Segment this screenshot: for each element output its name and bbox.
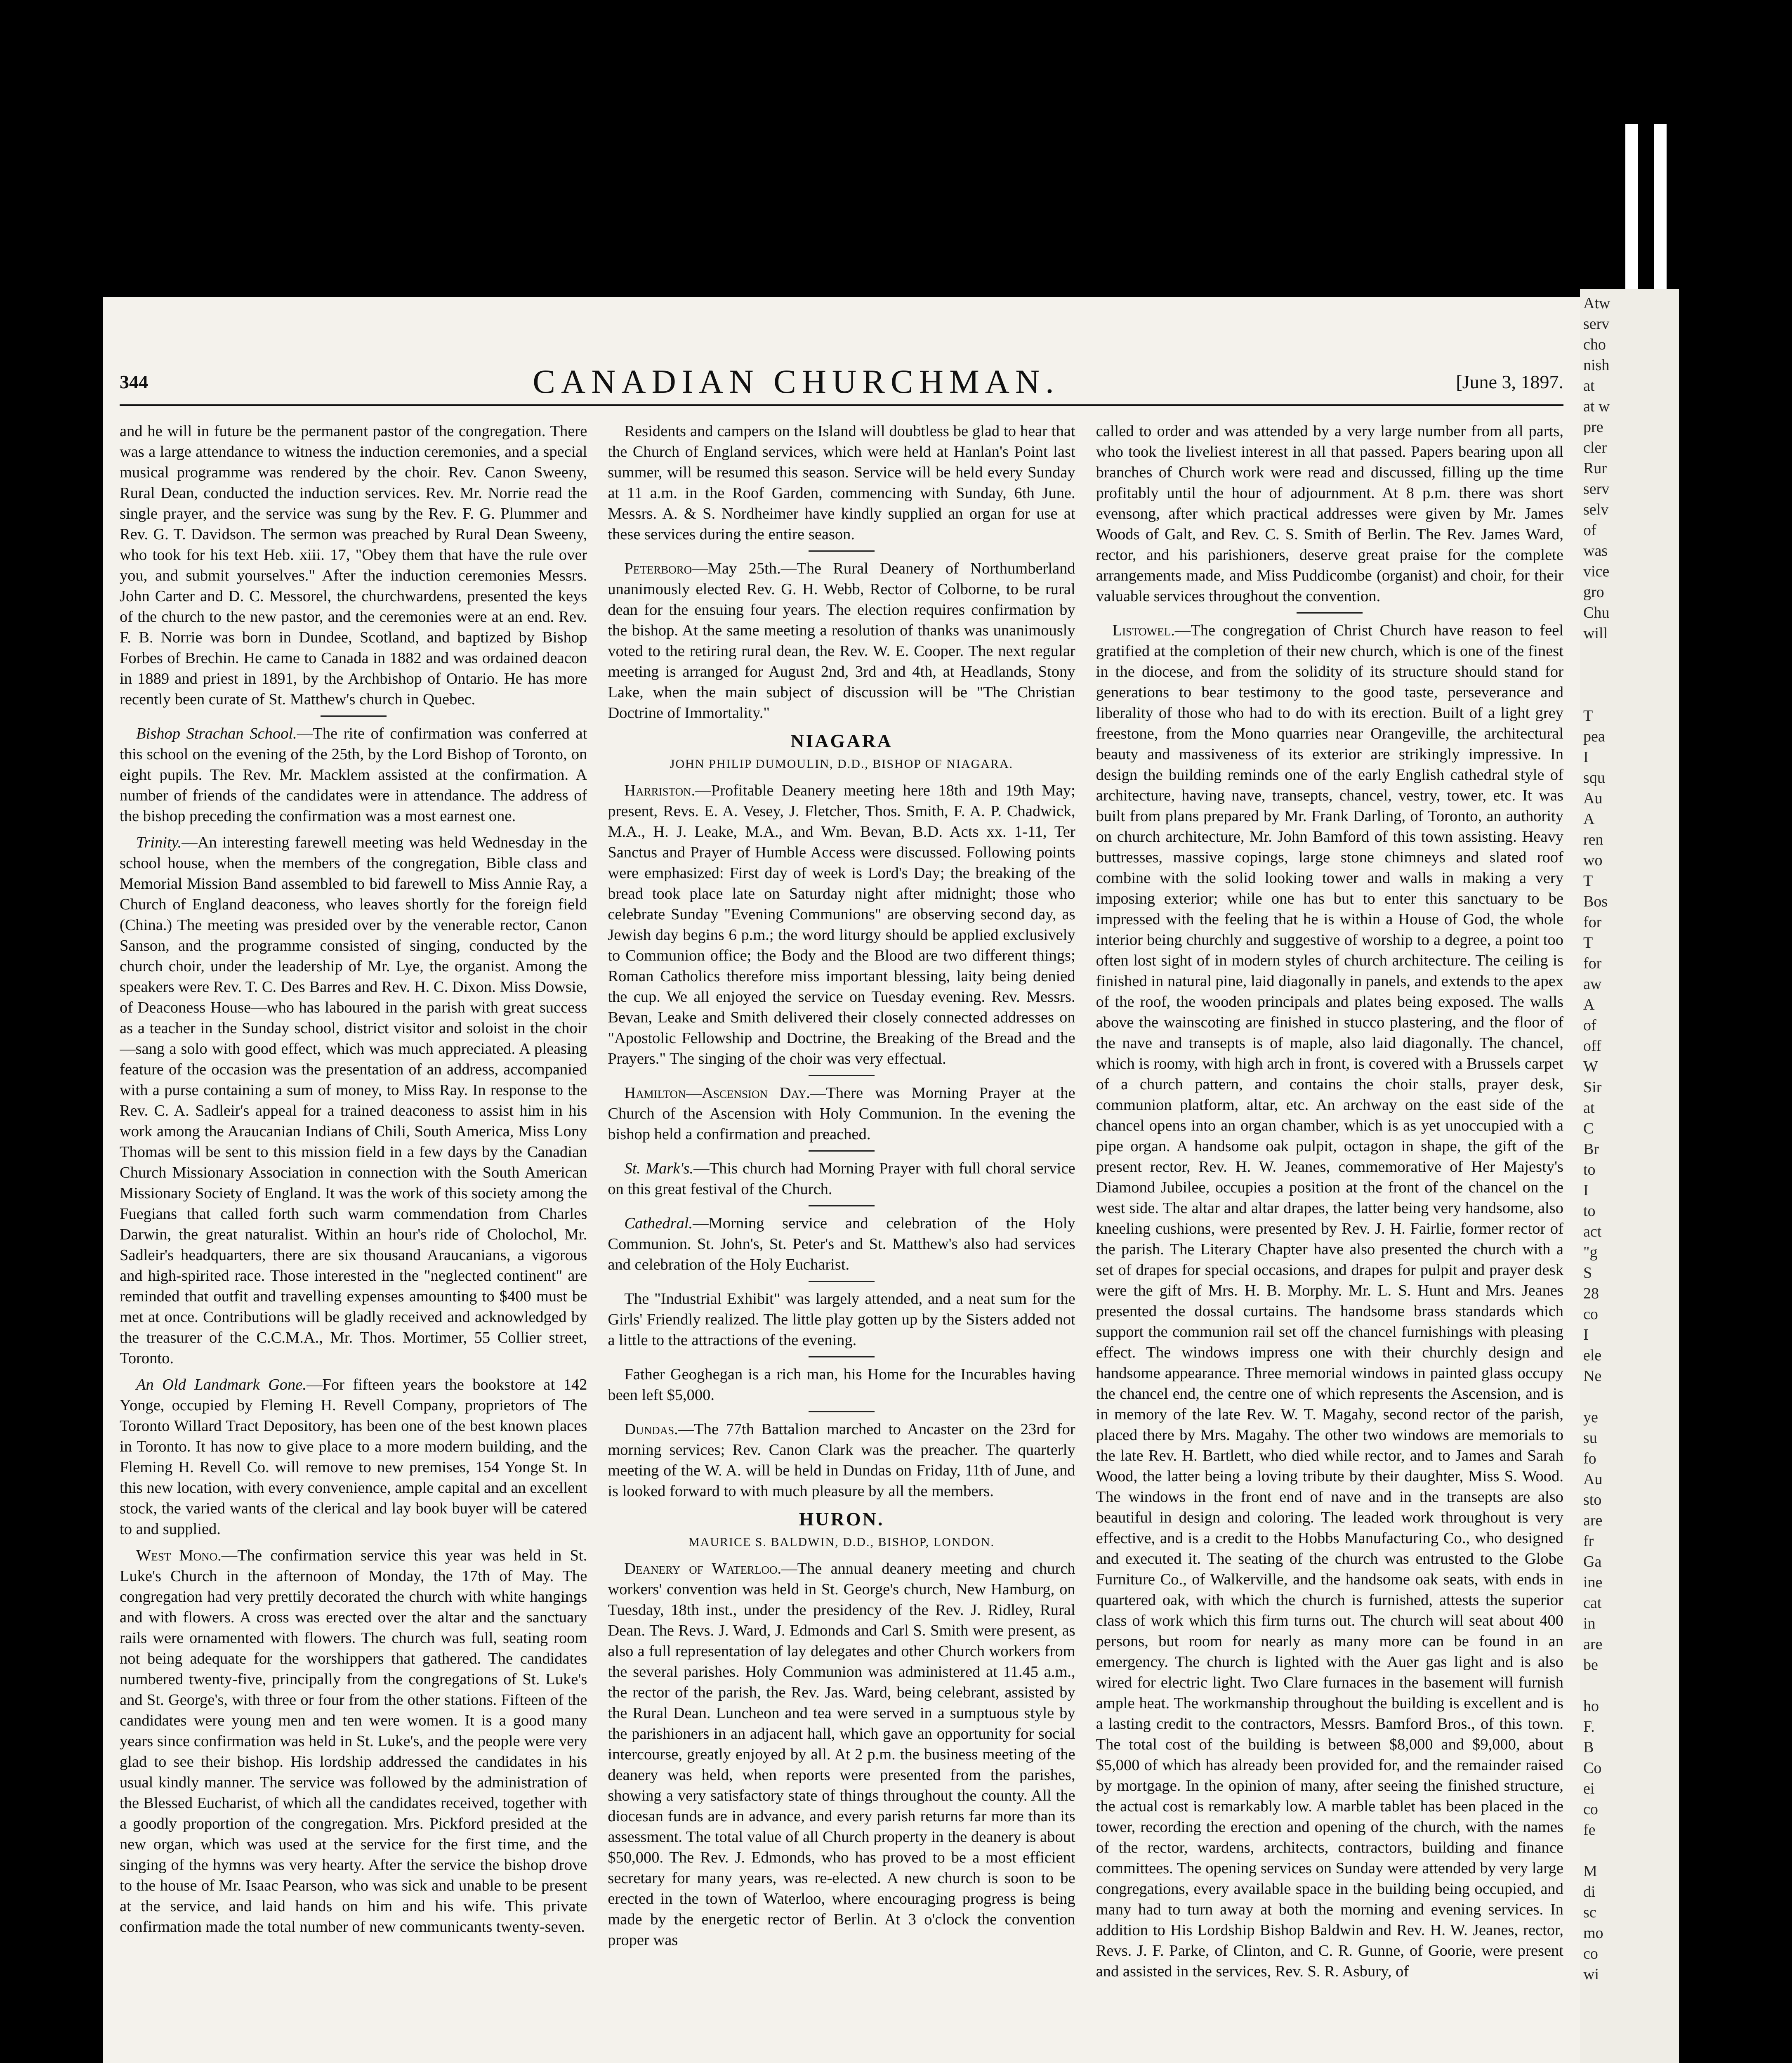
article-peterboro (608, 558, 1075, 723)
article-body: —The annual deanery meeting and church workers' convention was held in St. George's church, New Hamburg, on Tuesday, 18th inst., under the presidency of the Rev. J. Ridley, Rural Dean. The Revs. J. Ward, J. Edmonds and Carl S. Smith were present, as also a full representation of lay delegates and other Church workers from the several parishes. Holy Communion was administered at 11.45 a.m., the rector of the parish, the Rev. Jas. Ward, being celebrant, assisted by the Rural Dean. Luncheon and tea were served in a sumptuous style by the parishioners in an adjacent hall, which gave an opportunity for social intercourse, greatly enjoyed by all. At 2 p.m. the business meeting of the deanery was held, when reports were presented from the parishes, showing a very satisfactory state of things throughout the county. All the diocesan funds are in advance, and every parish returns far more than its assessment. The total value of all Church property in the deanery is about $50,000. The Rev. J. Edmonds, who has proved to be a most efficient secretary for many years, was re-elected. A new church is soon to be erected in the town of Waterloo, where encouraging progress is being made by the energetic rector of Berlin. At 3 o'clock the convention proper was (608, 1560, 1075, 1949)
article-lead: Hamilton—Ascension Day. (624, 1084, 810, 1102)
article-lead: Listowel. (1112, 622, 1175, 639)
masthead: CANADIAN CHURCHMAN. (533, 363, 1060, 400)
article-body: —The congregation of Christ Church have reason to feel gratified at the completion of their new church, which is one of the finest in the diocese, and from the solidity of its structure should stand for generations to bear testimony to the good taste, perseverance and liberality of those who had to do with its erection. Built of a light grey freestone, from the Mono quarries near Orangeville, the architectural beauty and massiveness of its exterior are strikingly impressive. In design the building reminds one of the early English cathedral style of architecture, having nave, transepts, chancel, vestry, tower, etc. It was built from plans prepared by Mr. Frank Darling, of Toronto, an authority on church architecture, Mr. John Bamford of this town assisting. Heavy buttresses, massive copings, large stone chimneys and slated roof combine with the solid looking tower and walls in making a very imposing exterior; while one has but to enter this sanctuary to be impressed with the feeling that he is within a House of God, the whole interior being churchly and suggestive of worship to a degree, a point too often lost sight of in modern styles of church architecture. The ceiling is finished in natural pine, laid diagonally in panels, and extends to the apex of the roof, the wooden principals and plates being exposed. The walls above the wainscoting are finished in stucco plastering, and the floor of the nave and transepts is of maple, also laid diagonally. The chancel, which is roomy, with high arch in front, is covered with a Brussels carpet of a church pattern, and contains the choir stalls, prayer desk, communion platform, altar, etc. An archway on the east side of the chancel opens into an organ chamber, which is as yet unoccupied with a pipe organ. A handsome oak pulpit, octagon in shape, the gift of the present rector, Rev. H. W. Jeanes, commemorative of Her Majesty's Diamond Jubilee, occupies a position at the front of the chancel on the west side. The altar and altar drapes, the latter being very handsome, also kneeling cushions, were presented by Rev. J. H. Fairlie, former rector of the parish. The Literary Chapter have also presented the church with a set of drapes for special occasions, and drapes for pulpit and prayer desk were the gift of Mrs. H. B. Morphy. Mr. L. S. Hunt and Mrs. Jeanes presented the dossal curtains. The handsome brass standards which support the communion rail set off the chancel furnishings with pleasing effect. The windows impress one with their churchly design and handsome appearance. Three memorial windows in painted glass occupy the chancel end, the centre one of which represents the Ascension, and is in memory of the late Rev. W. T. Magahy, second rector of the parish, placed there by Mrs. Magahy. The other two windows are memorials to the late Rev. H. Bartlett, who died while rector, and to James and Sarah Wood, the latter being a loving tribute by their daughter, Miss S. Wood. The windows in the front end of nave and in the transepts are also beautiful in design and coloring. The leaded work throughout is very effective, and is a credit to the Hobbs Manufacturing Co., who designed and executed it. The seating of the church was entrusted to the Globe Furniture Co., of Walkerville, and the handsome oak seats, with ends in quartered oak, with which the church is furnished, attests the superior class of work which this firm turns out. The church will seat about 400 persons, but room for nearly as many more can be found in an emergency. The church is lighted with the Auer gas light and is also wired for electric light. Two Clare furnaces in the basement will furnish ample heat. The workmanship throughout the building is excellent and is a lasting credit to the contractors, Messrs. Bamford Bros., of this town. The total cost of the building is between $8,000 and $9,000, about $5,000 of which has already been provided for, and the remainder raised by mortgage. In the opinion of many, after seeing the finished structure, the actual cost is remarkably low. A marble tablet has been placed in the tower, recording the erection and opening of the church, with the names of the rector, wardens, architects, contractors, building and finance committees. The opening services on Sunday were attended by very large congregations, every available space in the building being occupied, and many had to turn away at both the morning and evening services. In addition to His Lordship Bishop Baldwin and Rev. H. W. Jeanes, rector, Revs. J. F. Parke, of Clinton, and C. R. Gunne, of Goorie, were present and assisted in the services, Rev. S. R. Asbury, of (1096, 622, 1563, 1980)
article-lead: West Mono. (136, 1547, 222, 1564)
divider (809, 550, 875, 552)
page-header (120, 359, 1563, 406)
column-2 (608, 421, 1075, 2063)
article-lead: Harriston. (624, 782, 696, 799)
article-paragraph: Residents and campers on the Island will doubtless be glad to hear that the Church of England services, which were held at Hanlan's Point last summer, will be resumed this season. Service will be held every Sunday at 11 a.m. in the Roof Garden, commencing with Sunday, 6th June. Messrs. A. & S. Nordheimer have kindly supplied an organ for use at these services during the entire season. (608, 423, 1075, 543)
article-body: —The confirmation service this year was held in St. Luke's Church in the afternoon of Monday, the 17th of May. The congregation had very prettily decorated the church with white hangings and with flowers. A cross was erected over the altar and the sanctuary rails were ornamented with flowers. The church was full, seating room not being adequate for the worshippers that gathered. The candidates numbered twenty-five, principally from the congregations of St. Luke's and St. George's, with three or four from the other stations. Fifteen of the candidates were young men and ten were women. It is a good many years since confirmation was held in St. Luke's, and the people were very glad to see their bishop. His lordship addressed the candidates in his usual kindly manner. The service was followed by the administration of the Blessed Eucharist, of which all the candidates received, together with a goodly proportion of the congregation. Mrs. Pickford presided at the new organ, which was used at the service for the first time, and the singing of the hymns was very hearty. After the service the bishop drove to the house of Mr. Isaac Pearson, who was sick and unable to be present at the service, and laid hands on him and his wife. This private confirmation made the total number of new communicants twenty-seven. (120, 1547, 587, 1936)
article-body: —Morning service and celebration of the Holy Communion. St. John's, St. Peter's and St. Matthew's also had services and celebration of the Holy Eucharist. (608, 1215, 1075, 1273)
divider (809, 1150, 875, 1152)
issue-date: [June 3, 1897. (1456, 371, 1563, 392)
article-bishop-strachan (120, 723, 587, 826)
section-subheading-huron: MAURICE S. BALDWIN, D.D., BISHOP, LONDON. (688, 1535, 995, 1549)
column-1 (120, 421, 587, 2063)
film-border-left (0, 0, 103, 2063)
article-lead: Cathedral. (624, 1215, 693, 1232)
article-lead: Dundas. (624, 1421, 678, 1438)
page-number: 344 (120, 371, 148, 392)
article-lead: Trinity. (136, 834, 182, 851)
divider (809, 1281, 875, 1282)
article-trinity (120, 832, 587, 1369)
article-lead: Bishop Strachan School. (136, 725, 297, 742)
article-body: —An interesting farewell meeting was held Wednesday in the school house, when the members of the congregation, Bible class and Memorial Mission Band assembled to bid farewell to Miss Annie Ray, a Church of England deaconess, who leaves shortly for the foreign field (China.) The meeting was presided over by the venerable rector, Canon Sanson, and the programme consisted of singing, conducted by the church choir, under the leadership of Mr. Lye, the organist. Among the speakers were Rev. T. C. Des Barres and Rev. H. C. Dixon. Miss Dowsie, of Deaconess House—who has laboured in the parish with great success as a teacher in the Sunday school, district visitor and soloist in the choir—sang a solo with good effect, which was much appreciated. A pleasing feature of the occasion was the presentation of an address, accompanied with a purse containing a sum of money, to Miss Ray. In response to the Rev. C. A. Sadleir's appeal for a trained deaconess to assist him in his work among the Araucanian Indians of Chili, South America, Miss Lony Thomas will be sent to this mission field in a few days by the Canadian Church Missionary Association in connection with the South American Missionary Society of England. It was the work of this society among the Fuegians that called forth such warm commendation from Charles Darwin, the great naturalist. Within an hour's ride of Cholochol, Mr. Sadleir's headquarters, there are six thousand Araucanians, a vigorous and high-spirited race. Those interested in the "neglected continent" are reminded that outfit and travelling expenses amounting to $400 must be met at once. Contributions will be gladly received and acknowledged by the treasurer of the C.C.M.A., Mr. Thos. Mortimer, 55 Collier street, Toronto. (120, 834, 587, 1367)
article-waterloo (608, 1558, 1075, 1950)
article-body: —The rite of confirmation was conferred at this school on the evening of the 25th, by the Lord Bishop of Toronto, on eight pupils. The Rev. Mr. Macklem assisted at the confirmation. A number of friends of the candidates were in attendance. The address of the bishop preceding the confirmation was a most earnest one. (120, 725, 587, 825)
newspaper-page (103, 297, 1580, 2063)
article-body: —Profitable Deanery meeting here 18th and 19th May; present, Revs. E. A. Vesey, J. Fletcher, Thos. Smith, F. A. P. Chadwick, M.A., H. J. Leake, M.A., and Wm. Bevan, B.D. Acts xx. 1-11, Ter Sanctus and Prayer of Humble Access were discussed. Following points were emphasized: First day of week is Lord's Day; the breaking of the bread took place late on Saturday night after midnight; those who celebrate Sunday "Evening Communions" are observing second day, as Jewish day begins 6 p.m.; the word liturgy should be applied exclusively to Communion office; the Body and the Blood are two different things; Roman Catholics therefore miss important blessing, laity being denied the cup. We all enjoyed the service on Tuesday evening. Rev. Messrs. Bevan, Leake and Smith delivered their closely connected addresses on "Apostolic Fellowship and Doctrine, the Breaking of the Bread and the Prayers." The singing of the choir was very effectual. (608, 782, 1075, 1067)
article-west-mono (120, 1545, 587, 1937)
article-paragraph: The "Industrial Exhibit" was largely attended, and a neat sum for the Girls' Friendly realized. The little play gotten up by the Sisters added not a little to the attractions of the evening. (608, 1290, 1075, 1349)
article-body: —The 77th Battalion marched to Ancaster on the 23rd for morning services; Rev. Canon Clark was the preacher. The quarterly meeting of the W. A. will be held in Dundas on Friday, 11th of June, and is looked forward to with much pleasure by all the members. (608, 1421, 1075, 1500)
column-3 (1096, 421, 1563, 2063)
divider (809, 1411, 875, 1412)
article-body: —There was Morning Prayer at the Church of the Ascension with Holy Communion. In the evening the bishop held a confirmation and preached. (608, 1084, 1075, 1143)
article-old-landmark (120, 1374, 587, 1539)
article-harriston (608, 780, 1075, 1069)
article-paragraph: called to order and was attended by a very large number from all parts, who took the liveliest interest in all that passed. Papers bearing upon all branches of Church work were read and discussed, filling up the time profitably until the hour of adjournment. At 8 p.m. there was short evensong, after which practical addresses were given by Mr. James Woods of Galt, and Rev. C. S. Smith of Berlin. The Rev. James Ward, rector, and his parishioners, deserve great praise for the complete arrangements made, and Miss Puddicombe (organist) and choir, for their valuable services throughout the convention. (1096, 423, 1563, 605)
article-lead: St. Mark's. (624, 1160, 694, 1177)
article-lead: Peterboro (624, 560, 692, 577)
article-dundas (608, 1419, 1075, 1501)
divider (809, 1075, 875, 1076)
text-columns (120, 421, 1563, 2063)
article-hamilton (608, 1083, 1075, 1145)
article-cathedral (608, 1213, 1075, 1275)
article-body: —This church had Morning Prayer with full choral service on this great festival of the Church. (608, 1160, 1075, 1198)
article-listowel (1096, 620, 1563, 1982)
adjacent-page-fragment (1580, 289, 1679, 2063)
divider (1297, 612, 1363, 614)
adjacent-page-text: Atw serv cho nish at at w pre cler Rur serv selv of was vice gro Chu will T pea I squ Au A ren wo T Bos for T for aw A of off W Sir at C Br to I to act "g S 28 co I ele Ne ye su fo Au sto are fr Ga ine cat in are be ho F. B Co ei co fe M di sc mo co wi (1583, 295, 1610, 1983)
section-subheading-niagara: JOHN PHILIP DUMOULIN, D.D., BISHOP OF NIAGARA. (670, 757, 1014, 771)
article-paragraph: Father Geoghegan is a rich man, his Home for the Incurables having been left $5,000. (608, 1366, 1075, 1404)
article-lead: Deanery of Waterloo. (624, 1560, 782, 1577)
divider (321, 715, 387, 717)
section-heading-huron: HURON. (799, 1508, 884, 1530)
divider (809, 1356, 875, 1357)
section-heading-niagara: NIAGARA (790, 730, 893, 751)
article-body: —For fifteen years the bookstore at 142 Yonge, occupied by Fleming H. Revell Company, proprietors of The Toronto Willard Tract Depository, has been one of the best known places in Toronto. It has now to give place to a more modern building, and the Fleming H. Revell Co. will remove to new premises, 154 Yonge St. In this new location, with every convenience, ample capital and an excellent stock, the varied wants of the clerical and lay book buyer will be catered to and supplied. (120, 1376, 587, 1538)
article-paragraph: and he will in future be the permanent pastor of the congregation. There was a large attendance to witness the induction ceremonies, and a special musical programme was rendered by the choir. Rev. Canon Sweeny, Rural Dean, conducted the induction services. Rev. Mr. Norrie read the single prayer, and the service was sung by the Rev. F. G. Plummer and Rev. G. T. Davidson. The sermon was preached by Rural Dean Sweeny, who took for his text Heb. xiii. 17, "Obey them that have the rule over you, and submit yourselves." After the induction ceremonies Messrs. John Carter and D. C. Messorel, the churchwardens, presented the keys of the church to the new pastor, and the ceremonies were at an end. Rev. F. B. Norrie was born in Dundee, Scotland, and baptized by Bishop Forbes of Brechin. He came to Canada in 1882 and was ordained deacon in 1889 and priest in 1891, by the Archbishop of Ontario. He has more recently been curate of St. Matthew's church in Quebec. (120, 423, 587, 708)
article-body: —May 25th.—The Rural Deanery of Northumberland unanimously elected Rev. G. H. Webb, Rector of Colborne, to be rural dean for the ensuing four years. The election requires confirmation by the bishop. At the same meeting a resolution of thanks was unanimously voted to the retiring rural dean, the Rev. W. E. Cooper. The next regular meeting is arranged for August 2nd, 3rd and 4th, at Headlands, Stony Lake, when the main subject of discussion will be "The Christian Doctrine of Immortality." (608, 560, 1075, 722)
film-border-top (103, 0, 1609, 297)
divider (809, 1205, 875, 1206)
article-lead: An Old Landmark Gone. (136, 1376, 307, 1393)
article-st-marks (608, 1158, 1075, 1199)
